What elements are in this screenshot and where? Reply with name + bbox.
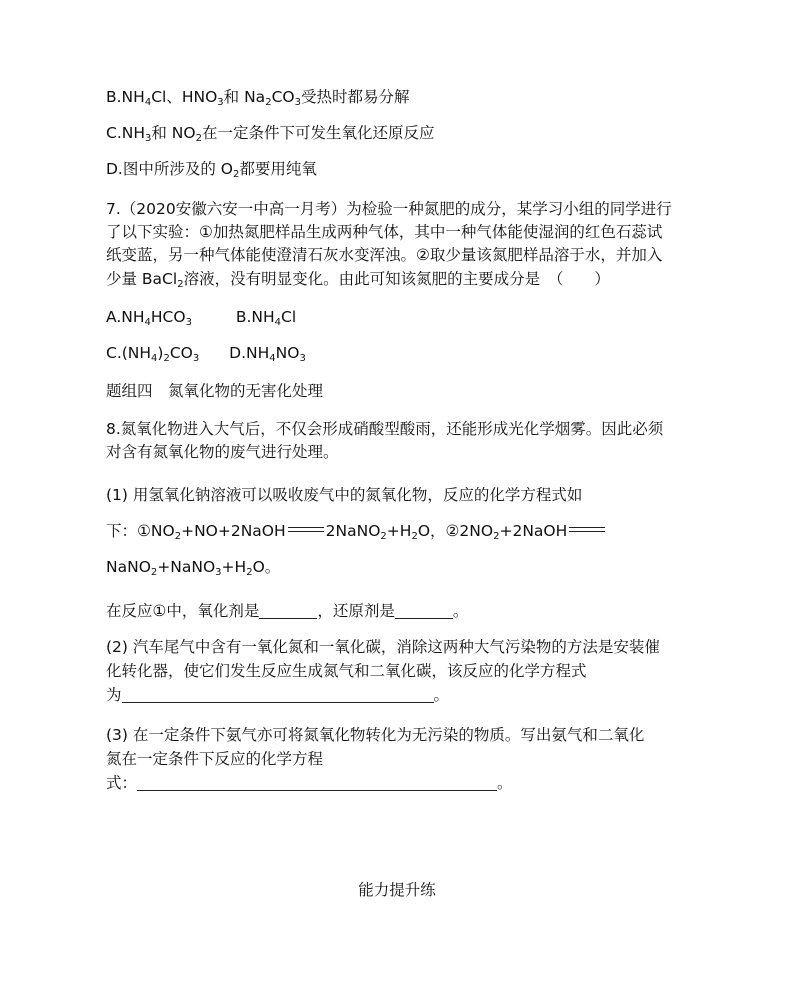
q8-line1: 8.氮氧化物进入大气后，不仅会形成硝酸型酸雨，还能形成光化学烟雾。因此必须 [106,420,664,438]
q7-options-ab [106,306,296,328]
q8-line2: 对含有氮氧化物的废气进行处理。 [106,443,339,461]
option-c: $C.NH_3$和 $NO_2$在一定条件下可发生氧化还原反应 [106,124,435,144]
q7-option-b: $B.NH_4Cl$ [235,308,297,328]
q7-options-cd [106,342,306,364]
option-b: $B.NH_4Cl$、$HNO_3$和 $Na_2CO_3$受热时都易分解 [106,88,410,108]
q8-part2-line1: (2) 汽车尾气中含有一氧化氮和一氧化碳，消除这两种大气污染物的方法是安装催 [106,638,660,656]
q7-line4: 少量 BaCl$_2$溶液，没有明显变化。由此可知该氮肥的主要成分是 （ ） [106,270,610,290]
q8-part3-line3: 式： 。 [106,774,513,792]
equation-blank-2[interactable] [122,687,434,703]
q8-part3-line2: 氮在一定条件下反应的化学方程 [106,750,324,768]
option-d: D.图中所涉及的 $O_2$都要用纯氧 [106,160,317,180]
q8-part2-line3: 为 。 [106,686,450,704]
q7-option-c: $C.(NH_4)_2CO_3$ [106,344,200,364]
equation-blank-3[interactable] [137,775,497,791]
equals-sign [569,525,605,535]
q7-line3: 纸变蓝，另一种气体能使澄清石灰水变浑浊。②取少量该氮肥样品溶于水，并加入 [106,246,663,264]
section-title: 能力提升练 [358,881,436,899]
q8-part1-question: 在反应①中，氧化剂是 ，还原剂是 。 [106,602,469,620]
q8-equation-line1: 下：$①NO_2+NO+2NaOH$ $2NaNO_2+H_2O$，$②2NO_2+2NaOH$ [106,520,607,542]
q8-part3-line1: (3) 在一定条件下氨气亦可将氮氧化物转化为无污染的物质。写出氨气和二氧化 [106,726,645,744]
group4-heading: 题组四 氮氧化物的无害化处理 [106,382,324,400]
q7-option-d: $D.NH_4NO_3$ [229,344,306,364]
q8-equation-line2: $NaNO_2+NaNO_3+H_2O$。 [106,558,281,578]
q7-line2: 了以下实验：①加热氮肥样品生成两种气体，其中一种气体能使湿润的红色石蕊试 [106,223,663,241]
oxidant-blank[interactable] [259,603,317,619]
q8-part1-text: (1) 用氢氧化钠溶液可以吸收废气中的氮氧化物，反应的化学方程式如 [106,486,583,504]
equals-sign [288,525,324,535]
reductant-blank[interactable] [395,603,453,619]
q7-option-a: $A.NH_4HCO_3$ [106,308,192,328]
q8-part2-line2: 化转化器，使它们发生反应生成氮气和二氧化碳，该反应的化学方程式 [106,662,587,680]
q7-line1: 7.（2020安徽六安一中高一月考）为检验一种氮肥的成分，某学习小组的同学进行 [106,200,672,218]
